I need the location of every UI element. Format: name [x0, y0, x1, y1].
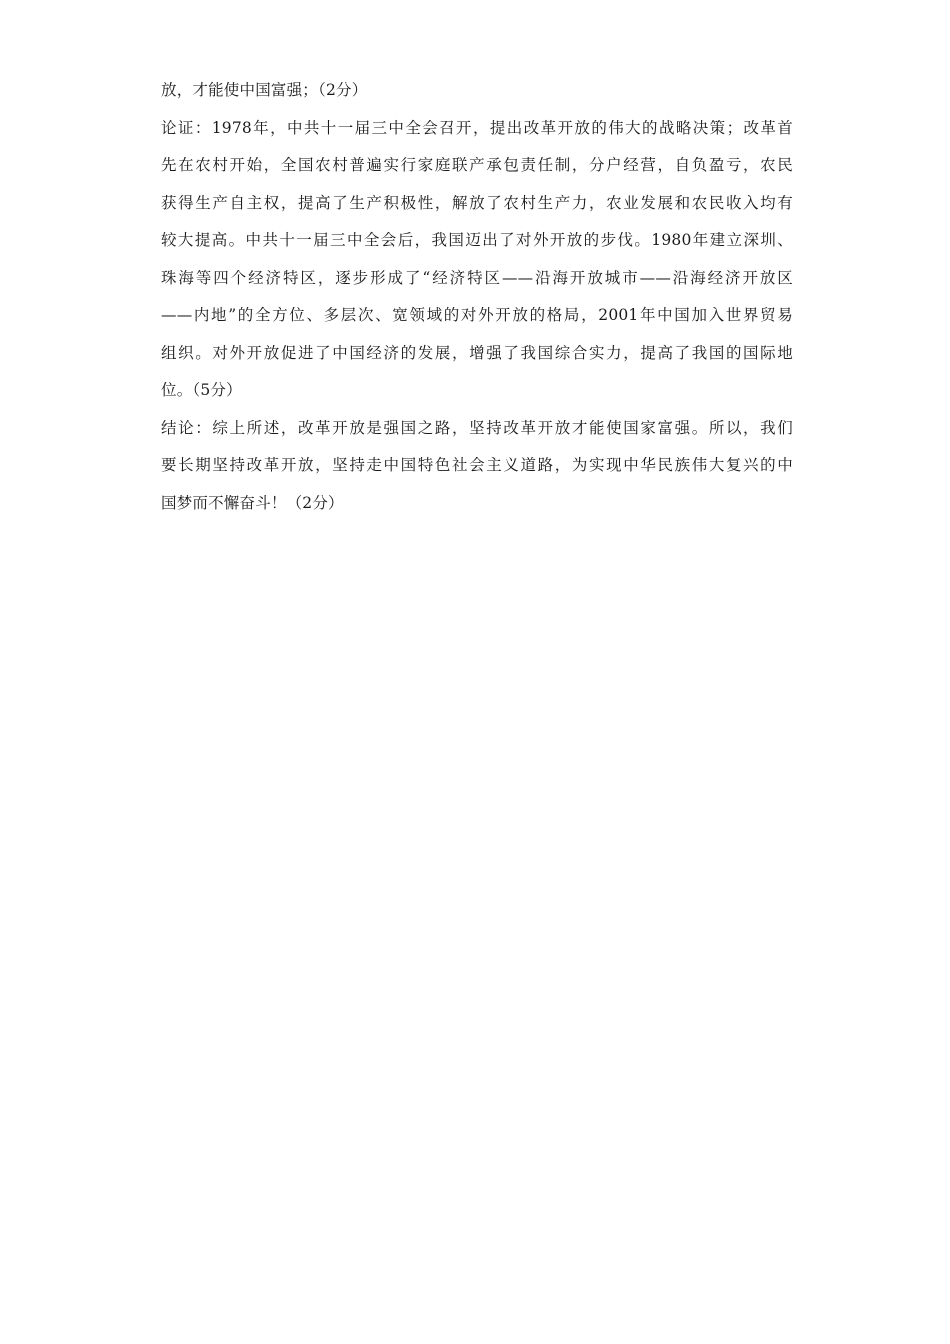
- text-line: ——内地”的全方位、多层次、宽领域的对外开放的格局，2001年中国加入世界贸易: [161, 306, 793, 324]
- document-body: [161, 72, 793, 522]
- text-line: 论证：1978年，中共十一届三中全会召开，提出改革开放的伟大的战略决策；改革首: [161, 118, 793, 137]
- text-line: 先在农村开始，全国农村普遍实行家庭联产承包责任制，分户经营，自负盈亏，农民: [161, 156, 793, 174]
- intro-paragraph: [161, 72, 793, 110]
- text-line: 珠海等四个经济特区，逐步形成了“经济特区——沿海开放城市——沿海经济开放区: [161, 268, 793, 287]
- text-line: 获得生产自主权，提高了生产积极性，解放了农村生产力，农业发展和农民收入均有: [161, 193, 793, 212]
- conclusion-paragraph: [161, 410, 793, 523]
- text-line: 较大提高。中共十一届三中全会后，我国迈出了对外开放的步伐。1980年建立深圳、: [161, 231, 793, 249]
- text-line: 要长期坚持改革开放，坚持走中国特色社会主义道路，为实现中华民族伟大复兴的中: [161, 456, 793, 474]
- text-line: 国梦而不懈奋斗！（2分）: [161, 493, 344, 512]
- argument-paragraph: [161, 110, 793, 410]
- text-line: 结论：综上所述，改革开放是强国之路，坚持改革开放才能使国家富强。所以，我们: [161, 418, 793, 437]
- text-line: 组织。对外开放促进了中国经济的发展，增强了我国综合实力，提高了我国的国际地: [161, 343, 793, 362]
- text-line: 位。（5分）: [161, 381, 242, 399]
- text-line: 放，才能使中国富强；（2分）: [161, 81, 368, 99]
